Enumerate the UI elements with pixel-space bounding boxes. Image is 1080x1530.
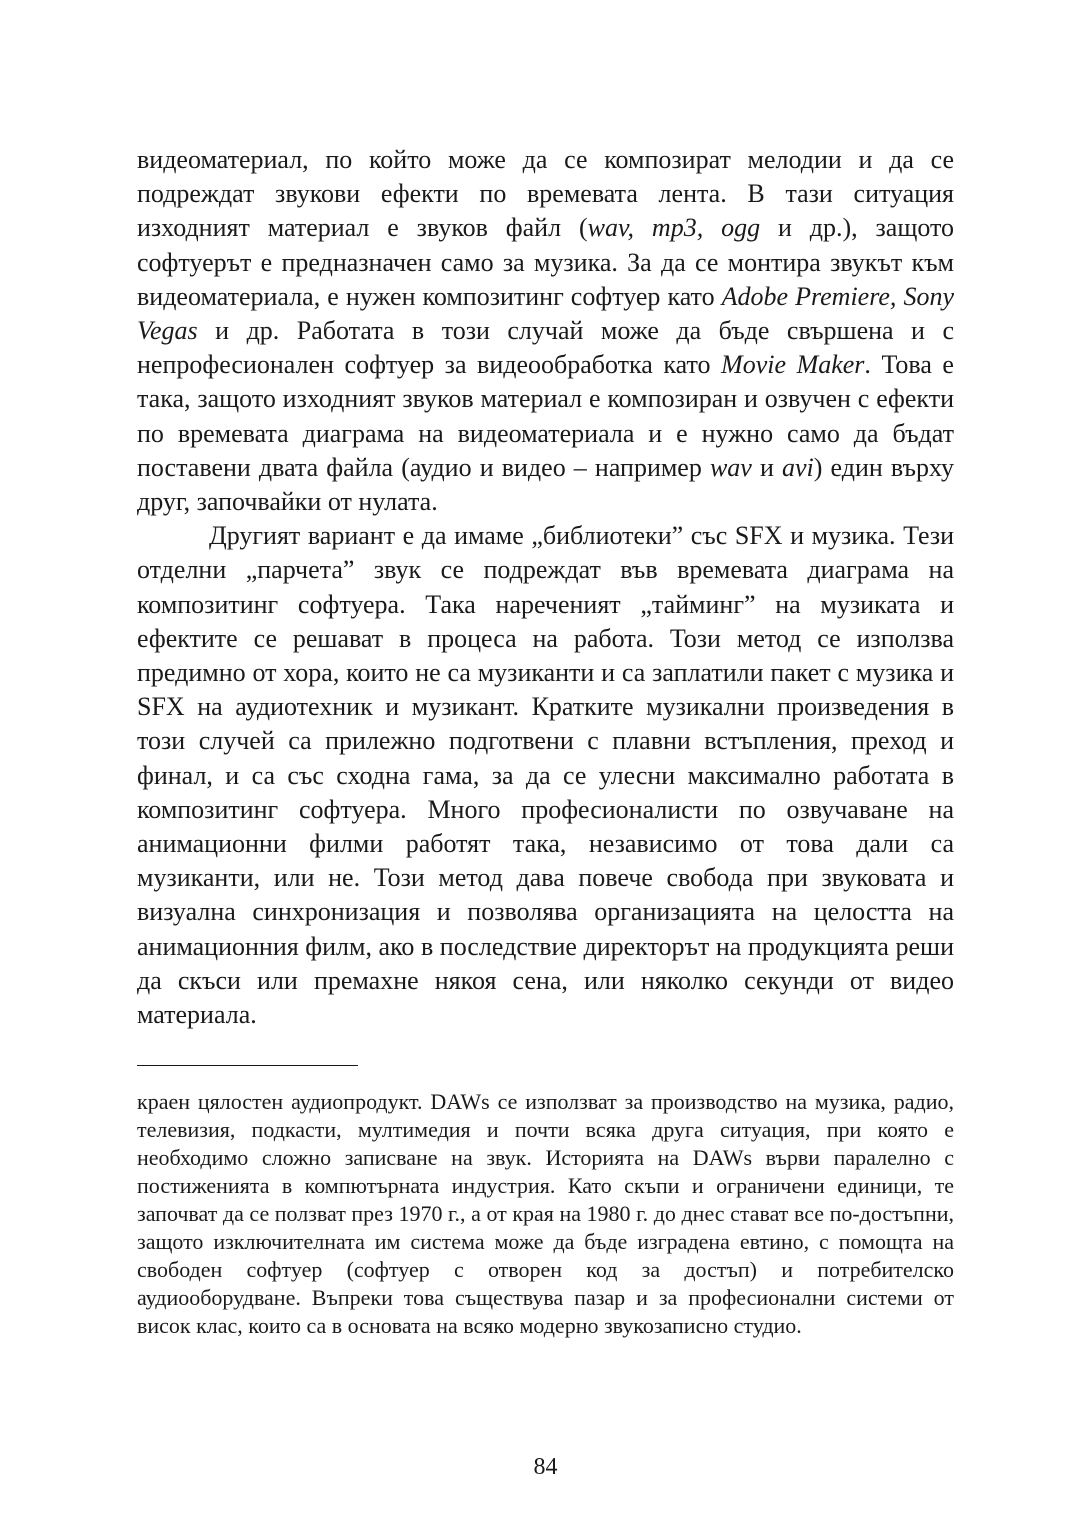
- main-text: [137, 143, 954, 1032]
- p1-italic-wav: wav: [709, 452, 752, 482]
- p1-text-2: и др.), защото софтуерът е предназначен само за музика. За да се монтира звукът към видеоматериала, е нужен композитинг софтуер като: [137, 213, 955, 311]
- footnote: краен цялостен аудиопродукт. DAWs се използват за производство на музика, радио, телевизия, подкасти, мултимедия и почти всяка друга ситуация, при която е необходимо сложно записване на звук. Историята на DAWs върви паралелно с постиженията в компютърната индустрия. Като скъпи и ограничени единици, те започват да се ползват през 1970 г., а от края на 1980 г. до днес стават все по-достъпни, защото изключителната им система може да бъде изградена евтино, с помощта на свободен софтуер (софтуер с отворен код за достъп) и потребителско аудиооборудване. Въпреки това съществува пазар и за професионални системи от висок клас, които са в основата на всяко модерно звукозаписно студио.: [137, 1089, 954, 1338]
- paragraph-1: [137, 143, 954, 519]
- p1-text-3: и др. Работата в този случай може да бъде свършена и с непрофесионален софтуер за видеообработка като: [137, 316, 954, 380]
- p1-text-5: и: [751, 452, 782, 482]
- p1-italic-avi: avi: [782, 452, 814, 482]
- book-page: [137, 0, 954, 1530]
- p1-italic-movie-maker: Movie Maker: [721, 350, 865, 380]
- p1-text-6: ) един върху друг, започвайки от нулата.: [137, 452, 954, 517]
- footnote-divider: [137, 1065, 358, 1066]
- p1-italic-formats: wav, mp3, ogg: [587, 213, 761, 243]
- paragraph-2: Другият вариант е да имаме „библиотеки” със SFX и музика. Тези отделни „парчета” звук се подреждат във времевата диаграма на композитинг софтуера. Така нареченият „тайминг” на музиката и ефектите се решават в процеса на работа. Този метод се използва предимно от хора, които не са музиканти и са заплатили пакет с музика и SFX на аудиотехник и музикант. Кратките музикални произведения в този случей са прилежно подготвени с плавни встъпления, преход и финал, и са със сходна гама, за да се улесни максимално работата в композитинг софтуера. Много професионалисти по озвучаване на анимационни филми работят така, независимо от това дали са музиканти, или не. Този метод дава повече свобода при звуковата и визуална синхронизация и позволява организацията на целостта на анимационния филм, ако в последствие директорът на продукцията реши да скъси или премахне някоя сена, или няколко секунди от видео материала.: [137, 521, 954, 1030]
- p1-text-4: . Това е така, защото изходният звуков материал е композиран и озвучен с ефекти по времевата диаграма на видеоматериала и е нужно само да бъдат поставени двата файла (аудио и видео – например: [137, 350, 954, 482]
- page-number: 84: [533, 1454, 558, 1480]
- p1-italic-software: Adobe Premiere, Sony Vegas: [137, 281, 954, 346]
- p1-text-1: видеоматериал, по който може да се композират мелодии и да се подреждат звукови ефекти по времевата лента. В тази ситуация изходният материал е звуков файл (: [137, 145, 954, 243]
